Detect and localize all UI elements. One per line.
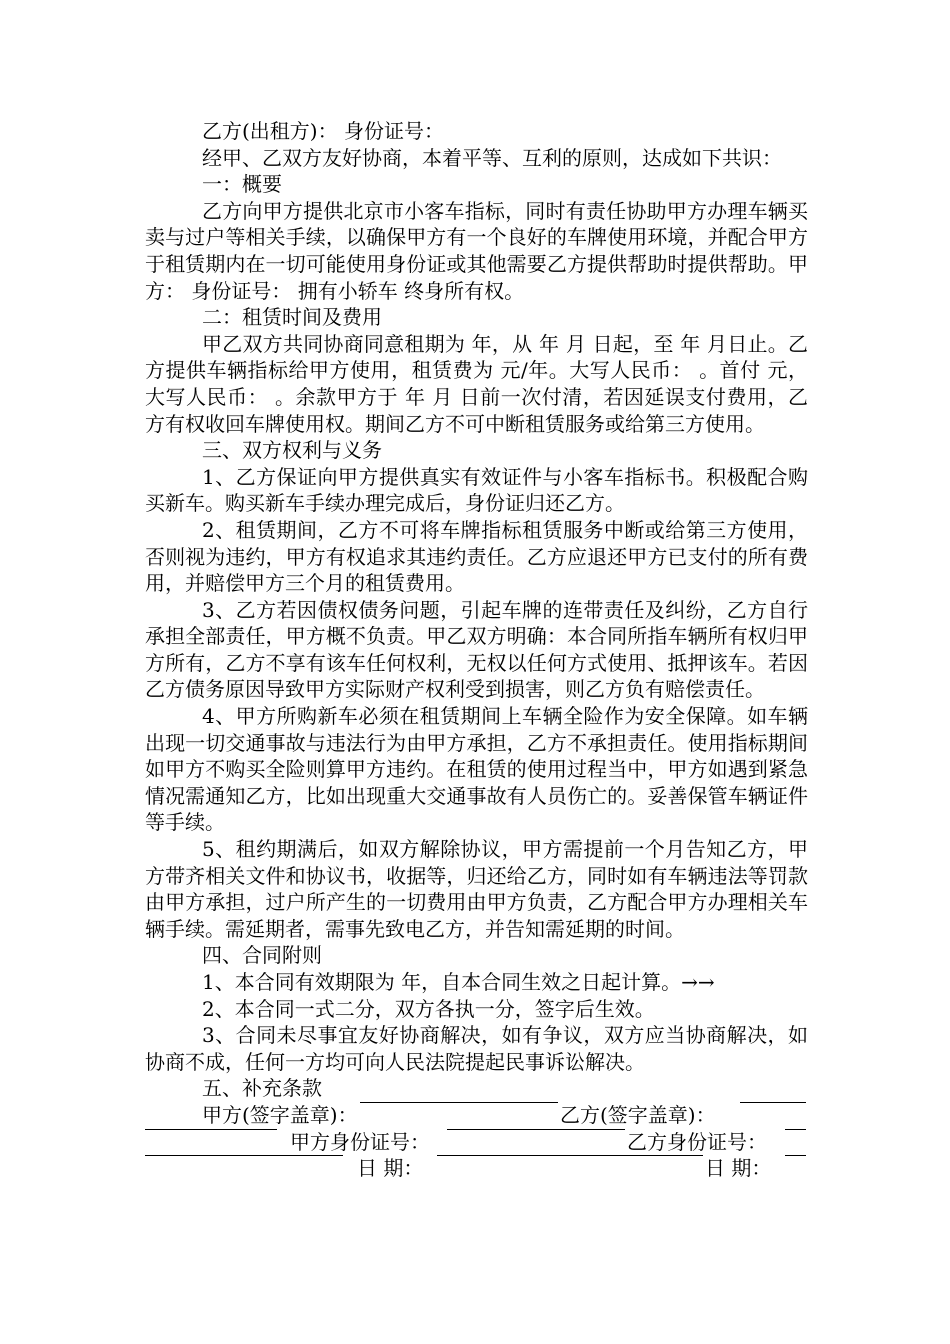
- rights-clause-3: 3、乙方若因债权债务问题，引起车牌的连带责任及纠纷，乙方自行承担全部责任，甲方概不负责。甲乙双方明确：本合同所指车辆所有权归甲方所有，乙方不享有该车任何权利，无权以任何方式使用、抵押该车。若因乙方债务原因导致甲方实际财产权利受到损害，则乙方负有赔偿责任。: [145, 597, 808, 702]
- party-b-line: 乙方(出租方)： 身份证号：: [202, 119, 444, 143]
- party-b-sign-label: 乙方(签字盖章)：: [560, 1102, 716, 1127]
- party-a-sign-label: 甲方(签字盖章)：: [202, 1102, 358, 1127]
- party-b-id-label: 乙方身份证号：: [627, 1129, 767, 1154]
- appendix-clause-3: 3、合同未尽事宜友好协商解决，如有争议，双方应当协商解决，如协商不成，任何一方均可向人民法院提起民事诉讼解决。: [145, 1023, 808, 1074]
- contract-body: [145, 118, 808, 1182]
- party-b-sign-line[interactable]: [740, 1102, 806, 1103]
- rights-clause-4: 4、甲方所购新车必须在租赁期间上车辆全险作为安全保障。如车辆出现一切交通事故与违法行为由甲方承担，乙方不承担责任。使用指标期间如甲方不购买全险则算甲方违约。在租赁的使用过程当中，甲方如遇到紧急情况需通知乙方，比如出现重大交通事故有人员伤亡的。妥善保管车辆证件等手续。: [145, 704, 808, 835]
- overview-paragraph: 乙方向甲方提供北京市小客车指标，同时有责任协助甲方办理车辆买卖与过户等相关手续，以确保甲方有一个良好的车牌使用环境，并配合甲方于租赁期内在一切可能使用身份证或其他需要乙方提供帮助时提供帮助。甲方： 身份证号： 拥有小轿车 终身所有权。: [145, 198, 808, 303]
- rights-clause-2: 2、租赁期间，乙方不可将车牌指标租赁服务中断或给第三方使用，否则视为违约，甲方有权追求其违约责任。乙方应退还甲方已支付的所有费用，并赔偿甲方三个月的租赁费用。: [145, 517, 808, 596]
- signature-row-2: [145, 1129, 808, 1156]
- rights-clause-5: 5、租约期满后，如双方解除协议，甲方需提前一个月告知乙方，甲方带齐相关文件和协议书，收据等，归还给乙方，同时如有车辆违法等罚款由甲方承担，过户所产生的一切费用由甲方负责，乙方配合甲方办理相关车辆手续。需延期者，需事先致电乙方，并告知需延期的时间。: [145, 837, 808, 941]
- signature-row-3: [145, 1155, 808, 1182]
- date-a-label: 日 期：: [357, 1156, 424, 1181]
- party-b-id-line[interactable]: [785, 1129, 806, 1130]
- appendix-clause-1: 1、本合同有效期限为 年，自本合同生效之日起计算。→→: [202, 970, 715, 994]
- appendix-clause-2: 2、本合同一式二分，双方各执一分，签字后生效。: [202, 996, 655, 1021]
- intro-paragraph: 经甲、乙双方友好协商，本着平等、互利的原则，达成如下共识：: [202, 145, 782, 170]
- section-heading-appendix: 四、合同附则: [202, 943, 322, 968]
- party-a-id-label: 甲方身份证号：: [290, 1129, 430, 1154]
- section-heading-overview: 一：概要: [202, 172, 282, 197]
- party-b-id-line-cont[interactable]: [145, 1155, 343, 1156]
- date-b-label: 日 期：: [705, 1156, 772, 1181]
- date-a-line[interactable]: [437, 1155, 703, 1156]
- section-heading-rights: 三、双方权利与义务: [202, 438, 382, 463]
- section-heading-supplement: 五、补充条款: [202, 1076, 322, 1101]
- party-a-sign-line[interactable]: [360, 1102, 558, 1103]
- rights-clause-1: 1、乙方保证向甲方提供真实有效证件与小客车指标书。积极配合购买新车。购买新车手续办理完成后，身份证归还乙方。: [145, 464, 808, 516]
- party-b-sign-line-cont[interactable]: [145, 1129, 277, 1130]
- section-heading-term-fee: 二：租赁时间及费用: [202, 305, 382, 330]
- party-a-id-line[interactable]: [447, 1129, 625, 1130]
- term-fee-paragraph: 甲乙双方共同协商同意租期为 年，从 年 月 日起，至 年 月日止。乙方提供车辆指标给甲方使用，租赁费为 元/年。大写人民币： 。首付 元，大写人民币： 。余款甲方于 年 月 日前一次付清，若因延误支付费用，乙方有权收回车牌使用权。期间乙方不可中断租赁服务或给第三方使用。: [145, 331, 808, 436]
- date-b-line[interactable]: [785, 1155, 806, 1156]
- signature-row-1: [145, 1102, 808, 1129]
